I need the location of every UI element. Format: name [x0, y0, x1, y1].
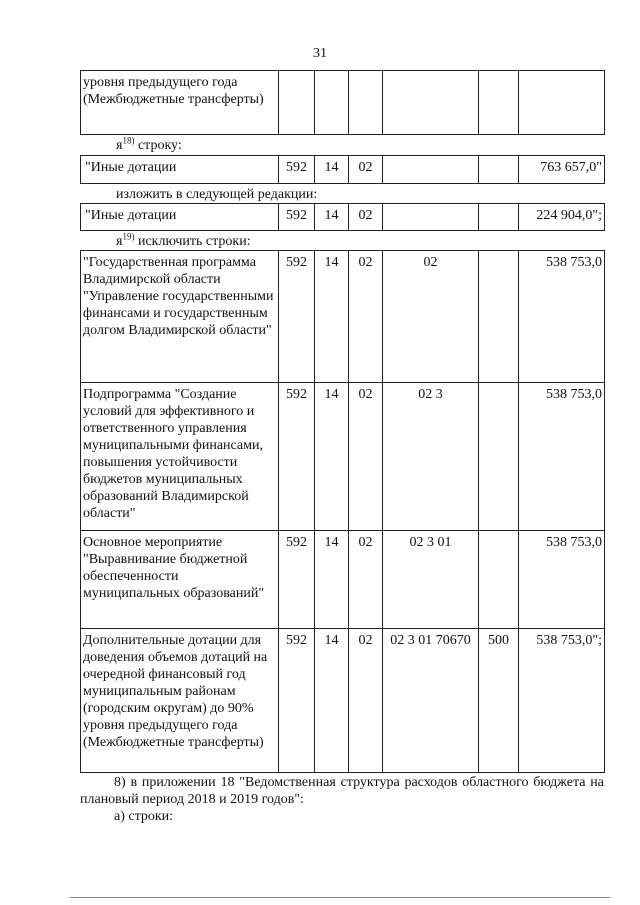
old-row-table: [80, 155, 605, 184]
code2-cell: [315, 71, 349, 135]
code4-cell: 02 3 01: [383, 531, 479, 629]
code1-cell: 592: [279, 251, 315, 383]
note-19-sup: 19): [122, 231, 135, 242]
note-replace: изложить в следующей редакции:: [116, 187, 318, 202]
table-row: [81, 251, 605, 383]
code3-cell: 02: [349, 156, 383, 184]
code1-cell: 592: [279, 156, 315, 184]
amount-cell: 224 904,0";: [519, 204, 605, 231]
amount-cell: 538 753,0: [519, 383, 605, 531]
code3-cell: 02: [349, 251, 383, 383]
row-name-cell: Основное мероприятие "Выравнивание бюджетной обеспеченности муниципальных образований": [81, 531, 279, 629]
code3-cell: 02: [349, 383, 383, 531]
code3-cell: 02: [349, 204, 383, 231]
amount-cell: 763 657,0": [519, 156, 605, 184]
amount-cell: 538 753,0";: [519, 629, 605, 773]
code4-cell: [383, 71, 479, 135]
table-row: [81, 204, 605, 231]
note-18-text: строку:: [134, 138, 182, 153]
row-name-cell: "Иные дотации: [81, 156, 279, 184]
note-19-text: исключить строки:: [134, 234, 251, 249]
code1-cell: 592: [279, 204, 315, 231]
code1-cell: 592: [279, 531, 315, 629]
code1-cell: 592: [279, 629, 315, 773]
code5-cell: [479, 383, 519, 531]
code5-cell: [479, 156, 519, 184]
exclude-table: [80, 250, 605, 773]
code2-cell: 14: [315, 383, 349, 531]
amount-cell: 538 753,0: [519, 531, 605, 629]
code4-cell: 02 3: [383, 383, 479, 531]
table-row: [81, 71, 605, 135]
amount-cell: 538 753,0: [519, 251, 605, 383]
note-19-prefix: я: [116, 234, 123, 249]
note-19: [116, 233, 251, 250]
code4-cell: 02: [383, 251, 479, 383]
code3-cell: 02: [349, 531, 383, 629]
table-row: [81, 156, 605, 184]
code4-cell: [383, 204, 479, 231]
row-name-cell: "Иные дотации: [81, 204, 279, 231]
scan-edge-line: [70, 897, 610, 898]
code4-cell: 02 3 01 70670: [383, 629, 479, 773]
code2-cell: 14: [315, 531, 349, 629]
paragraph-8: 8) в приложении 18 "Ведомственная структура расходов областного бюджета на плановый период 2018 и 2019 годов":: [80, 775, 604, 807]
code5-cell: 500: [479, 629, 519, 773]
subitem-a: а) строки:: [114, 809, 174, 824]
code2-cell: 14: [315, 629, 349, 773]
continuation-table: [80, 70, 605, 135]
note-18: [116, 137, 182, 154]
table-row: [81, 531, 605, 629]
code2-cell: 14: [315, 251, 349, 383]
amount-cell: [519, 71, 605, 135]
code3-cell: [349, 71, 383, 135]
code1-cell: 592: [279, 383, 315, 531]
row-name-cell: Подпрограмма "Создание условий для эффективного и ответственного управления муниципальными финансами, повышения устойчивости бюджетов муниципальных образований Владимирской области": [81, 383, 279, 531]
table-row: [81, 629, 605, 773]
row-name-cell: Дополнительные дотации для доведения объемов дотаций на очередной финансовый год муниципальным районам (городским округам) до 90% уровня предыдущего года (Межбюджетные трансферты): [81, 629, 279, 773]
note-18-sup: 18): [122, 135, 135, 146]
code5-cell: [479, 204, 519, 231]
new-row-table: [80, 203, 605, 231]
page-number: 31: [313, 46, 327, 61]
note-18-prefix: я: [116, 138, 123, 153]
code5-cell: [479, 251, 519, 383]
row-name-cell: "Государственная программа Владимирской области "Управление государственными финансами и государственным долгом Владимирской области": [81, 251, 279, 383]
code4-cell: [383, 156, 479, 184]
code5-cell: [479, 71, 519, 135]
code2-cell: 14: [315, 156, 349, 184]
table-row: [81, 383, 605, 531]
code5-cell: [479, 531, 519, 629]
code1-cell: [279, 71, 315, 135]
code2-cell: 14: [315, 204, 349, 231]
row-name-cell: уровня предыдущего года (Межбюджетные трансферты): [81, 71, 279, 135]
code3-cell: 02: [349, 629, 383, 773]
